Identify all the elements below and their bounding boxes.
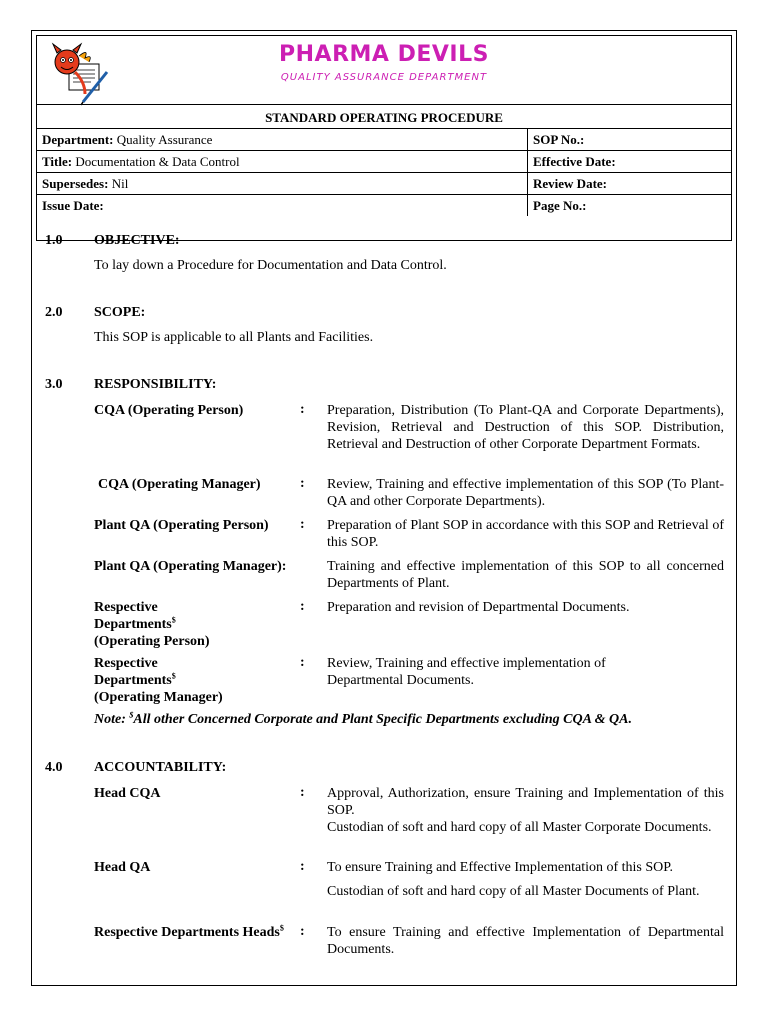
colon: : xyxy=(300,517,305,532)
section-heading: ACCOUNTABILITY: xyxy=(94,760,227,775)
accountability-description: To ensure Training and Effective Implementation of this SOP. xyxy=(327,860,673,875)
effective-date-field: Effective Date: xyxy=(533,154,616,169)
section-number: 1.0 xyxy=(45,233,63,248)
colon: : xyxy=(300,402,305,417)
colon: : xyxy=(300,599,305,614)
divider xyxy=(37,104,731,105)
sop-title: STANDARD OPERATING PROCEDURE xyxy=(265,110,503,125)
section-number: 2.0 xyxy=(45,305,63,320)
colon: : xyxy=(300,476,305,491)
section-heading: OBJECTIVE: xyxy=(94,233,180,248)
responsibility-note: Note: $All other Concerned Corporate and Plant Specific Departments excluding CQA & QA. xyxy=(94,710,632,727)
accountability-description: Approval, Authorization, ensure Training and Implementation of this SOP. xyxy=(327,786,724,818)
section-number: 4.0 xyxy=(45,760,63,775)
divider xyxy=(37,194,731,195)
title-field: Title: Documentation & Data Control xyxy=(42,154,240,169)
accountability-role: Head CQA xyxy=(94,786,161,801)
sop-header-table xyxy=(36,35,732,241)
responsibility-description: Preparation and revision of Departmental Documents. xyxy=(327,600,630,615)
divider xyxy=(37,172,731,173)
objective-text: To lay down a Procedure for Documentation and Data Control. xyxy=(94,258,447,273)
colon: : xyxy=(300,859,305,874)
review-date-field: Review Date: xyxy=(533,176,607,191)
responsibility-role: Respective Departments$ (Operating Manager) xyxy=(94,656,223,705)
divider xyxy=(37,150,731,151)
accountability-description: To ensure Training and effective Implementation of Departmental Documents. xyxy=(327,925,724,957)
accountability-role: Respective Departments Heads$ xyxy=(94,923,284,940)
responsibility-role: CQA (Operating Manager) xyxy=(98,477,261,492)
divider xyxy=(527,128,528,216)
responsibility-role: Respective Departments$ (Operating Person) xyxy=(94,600,210,649)
responsibility-role: Plant QA (Operating Person) xyxy=(94,518,269,533)
section-number: 3.0 xyxy=(45,377,63,392)
colon: : xyxy=(300,785,305,800)
responsibility-role: Plant QA (Operating Manager): xyxy=(94,559,287,574)
accountability-role: Head QA xyxy=(94,860,151,875)
sop-no-field: SOP No.: xyxy=(533,132,585,147)
responsibility-description: Training and effective implementation of this SOP to all concerned Departments of Plant. xyxy=(327,559,724,591)
responsibility-description: Review, Training and effective implementation of Departmental Documents. xyxy=(327,656,606,688)
colon: : xyxy=(300,924,305,939)
responsibility-description: Preparation of Plant SOP in accordance with this SOP and Retrieval of this SOP. xyxy=(327,518,724,550)
responsibility-description: Review, Training and effective implementation of this SOP (To Plant-QA and other Corporate Departments). xyxy=(327,477,724,509)
document-page xyxy=(31,30,737,986)
section-heading: RESPONSIBILITY: xyxy=(94,377,217,392)
accountability-description: Custodian of soft and hard copy of all Master Documents of Plant. xyxy=(327,884,700,899)
responsibility-role: CQA (Operating Person) xyxy=(94,403,244,418)
issue-date-field: Issue Date: xyxy=(42,198,104,213)
department-field: Department: Quality Assurance xyxy=(42,132,213,147)
colon: : xyxy=(300,655,305,670)
supersedes-field: Supersedes: Nil xyxy=(42,176,129,191)
brand-name: PHARMA DEVILS xyxy=(279,42,489,67)
responsibility-description: Preparation, Distribution (To Plant-QA and Corporate Departments), Revision, Retrieval and Destruction of this SOP. Distribution, Retrieval and Destruction of other Corporate Department Formats. xyxy=(327,403,724,452)
scope-text: This SOP is applicable to all Plants and Facilities. xyxy=(94,330,374,345)
brand-department: QUALITY ASSURANCE DEPARTMENT xyxy=(280,72,488,83)
page-no-field: Page No.: xyxy=(533,198,587,213)
accountability-description: Custodian of soft and hard copy of all Master Corporate Documents. xyxy=(327,820,712,835)
section-heading: SCOPE: xyxy=(94,305,146,320)
divider xyxy=(37,128,731,129)
